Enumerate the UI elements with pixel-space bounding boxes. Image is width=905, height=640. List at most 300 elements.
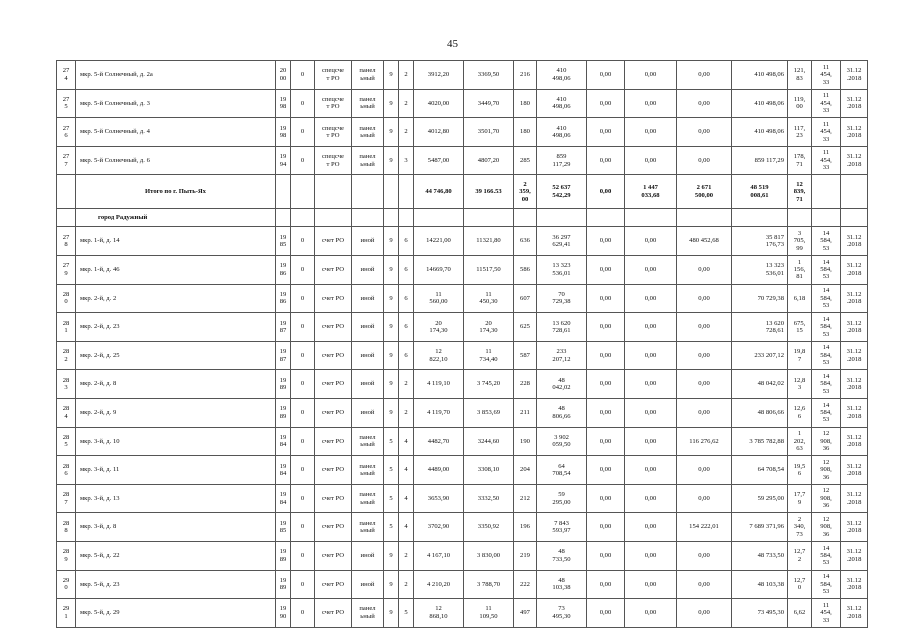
- completion-date-cell: 31.12 .2018: [841, 456, 868, 485]
- entrances-cell: 2: [399, 118, 414, 147]
- total-label: Итого по г. Пыть-Ях: [76, 175, 276, 209]
- wall-material-cell: панел ьный: [352, 61, 384, 90]
- wall-material-cell: иной: [352, 541, 384, 570]
- wall-material-cell: иной: [352, 341, 384, 370]
- living-area-cell: 3449,70: [464, 89, 514, 118]
- fund-local-cell: 0,00: [677, 370, 732, 399]
- total-area-cell: 4 210,20: [414, 570, 464, 599]
- fund-method-cell: счет РО: [315, 484, 352, 513]
- completion-date-cell: 31.12 .2018: [841, 570, 868, 599]
- fund-local-cell: 0,00: [677, 541, 732, 570]
- floors-cell: 9: [384, 313, 399, 342]
- total-empty-cell: [812, 175, 841, 209]
- row-number-cell: 27 8: [57, 227, 76, 256]
- decommission-year-cell: 0: [291, 398, 315, 427]
- fund-local-cell: 0,00: [677, 341, 732, 370]
- fund-federal-cell: 0,00: [587, 89, 625, 118]
- fund-method-cell: спецсче т РО: [315, 146, 352, 175]
- address-cell: мкр. 2-й, д. 9: [76, 398, 276, 427]
- fund-local-cell: 0,00: [677, 255, 732, 284]
- fund-local-cell: 0,00: [677, 313, 732, 342]
- fund-federal-cell: 0,00: [587, 513, 625, 542]
- living-area-cell: 11 109,50: [464, 599, 514, 628]
- build-year-cell: 19 87: [276, 313, 291, 342]
- wall-material-cell: панел ьный: [352, 456, 384, 485]
- cost-total-cell: 233 207,12: [537, 341, 587, 370]
- row-number-cell: 28 1: [57, 313, 76, 342]
- completion-date-cell: 31.12 .2018: [841, 61, 868, 90]
- completion-date-cell: 31.12 .2018: [841, 484, 868, 513]
- fund-federal-cell: 0,00: [587, 255, 625, 284]
- living-area-cell: 11321,80: [464, 227, 514, 256]
- total-cost: 52 637 542,29: [537, 175, 587, 209]
- build-year-cell: 19 84: [276, 456, 291, 485]
- city-empty-cell: [841, 209, 868, 227]
- residents-cell: 212: [514, 484, 537, 513]
- total-empty-cell: [841, 175, 868, 209]
- fund-method-cell: спецсче т РО: [315, 118, 352, 147]
- fund-regional-cell: 0,00: [625, 146, 677, 175]
- build-year-cell: 19 98: [276, 118, 291, 147]
- decommission-year-cell: 0: [291, 513, 315, 542]
- decommission-year-cell: 0: [291, 89, 315, 118]
- fund-regional-cell: 0,00: [625, 570, 677, 599]
- address-cell: мкр. 5-й Солнечный, д. 2а: [76, 61, 276, 90]
- residents-cell: 180: [514, 118, 537, 147]
- address-cell: мкр. 5-й Солнечный, д. 3: [76, 89, 276, 118]
- unit-cost-cell: 12,8 3: [788, 370, 812, 399]
- fund-owners-cell: 859 117,29: [732, 146, 788, 175]
- fund-method-cell: счет РО: [315, 227, 352, 256]
- entrances-cell: 6: [399, 227, 414, 256]
- cost-total-cell: 48 733,50: [537, 541, 587, 570]
- total-fund-federal: 0,00: [587, 175, 625, 209]
- housing-register-table: [56, 60, 868, 628]
- cost-total-cell: 59 295,00: [537, 484, 587, 513]
- table-row: [57, 341, 868, 370]
- total-area-cell: 20 174,30: [414, 313, 464, 342]
- living-area-cell: 3244,60: [464, 427, 514, 456]
- max-unit-cost-cell: 14 584, 53: [812, 398, 841, 427]
- table-row: [57, 313, 868, 342]
- city-empty-cell: [352, 209, 384, 227]
- entrances-cell: 4: [399, 456, 414, 485]
- cost-total-cell: 73 495,30: [537, 599, 587, 628]
- residents-cell: 587: [514, 341, 537, 370]
- floors-cell: 9: [384, 341, 399, 370]
- fund-owners-cell: 233 207,12: [732, 341, 788, 370]
- total-fund-owners: 48 519 008,61: [732, 175, 788, 209]
- fund-local-cell: 0,00: [677, 118, 732, 147]
- unit-cost-cell: 1 156, 81: [788, 255, 812, 284]
- fund-federal-cell: 0,00: [587, 370, 625, 399]
- completion-date-cell: 31.12 .2018: [841, 118, 868, 147]
- unit-cost-cell: 19,8 7: [788, 341, 812, 370]
- residents-cell: 586: [514, 255, 537, 284]
- entrances-cell: 4: [399, 427, 414, 456]
- residents-cell: 180: [514, 89, 537, 118]
- fund-regional-cell: 0,00: [625, 284, 677, 313]
- total-empty-cell: [384, 175, 399, 209]
- cost-total-cell: 7 843 593,97: [537, 513, 587, 542]
- max-unit-cost-cell: 12 908, 36: [812, 513, 841, 542]
- table-row: [57, 456, 868, 485]
- fund-federal-cell: 0,00: [587, 484, 625, 513]
- floors-cell: 5: [384, 456, 399, 485]
- unit-cost-cell: 3 705, 99: [788, 227, 812, 256]
- floors-cell: 9: [384, 370, 399, 399]
- total-area-cell: 4012,80: [414, 118, 464, 147]
- residents-cell: 211: [514, 398, 537, 427]
- unit-cost-cell: 12,7 2: [788, 541, 812, 570]
- fund-local-cell: 154 222,01: [677, 513, 732, 542]
- entrances-cell: 6: [399, 284, 414, 313]
- completion-date-cell: 31.12 .2018: [841, 370, 868, 399]
- completion-date-cell: 31.12 .2018: [841, 255, 868, 284]
- address-cell: мкр. 2-й, д. 25: [76, 341, 276, 370]
- city-empty-cell: [291, 209, 315, 227]
- row-number-cell: 28 7: [57, 484, 76, 513]
- cost-total-cell: 410 498,06: [537, 61, 587, 90]
- city-header-row: [57, 209, 868, 227]
- build-year-cell: 19 98: [276, 89, 291, 118]
- living-area-cell: 11 734,40: [464, 341, 514, 370]
- fund-owners-cell: 410 498,06: [732, 61, 788, 90]
- address-cell: мкр. 1-й, д. 14: [76, 227, 276, 256]
- total-empty-cell: [399, 175, 414, 209]
- total-area-cell: 3702,90: [414, 513, 464, 542]
- completion-date-cell: 31.12 .2018: [841, 599, 868, 628]
- fund-owners-cell: 64 708,54: [732, 456, 788, 485]
- floors-cell: 5: [384, 484, 399, 513]
- fund-local-cell: 480 452,68: [677, 227, 732, 256]
- city-empty-cell: [625, 209, 677, 227]
- table-row: [57, 255, 868, 284]
- floors-cell: 9: [384, 255, 399, 284]
- entrances-cell: 5: [399, 599, 414, 628]
- decommission-year-cell: 0: [291, 227, 315, 256]
- completion-date-cell: 31.12 .2018: [841, 227, 868, 256]
- table-row: [57, 513, 868, 542]
- wall-material-cell: иной: [352, 370, 384, 399]
- living-area-cell: 3501,70: [464, 118, 514, 147]
- table-row: [57, 61, 868, 90]
- decommission-year-cell: 0: [291, 284, 315, 313]
- completion-date-cell: 31.12 .2018: [841, 313, 868, 342]
- entrances-cell: 2: [399, 541, 414, 570]
- fund-regional-cell: 0,00: [625, 118, 677, 147]
- decommission-year-cell: 0: [291, 484, 315, 513]
- unit-cost-cell: 12,7 0: [788, 570, 812, 599]
- completion-date-cell: 31.12 .2018: [841, 541, 868, 570]
- row-number-cell: 27 7: [57, 146, 76, 175]
- table-row: [57, 484, 868, 513]
- max-unit-cost-cell: 14 584, 53: [812, 570, 841, 599]
- table-row: [57, 599, 868, 628]
- table-row: [57, 284, 868, 313]
- address-cell: мкр. 3-й, д. 13: [76, 484, 276, 513]
- unit-cost-cell: 19,5 6: [788, 456, 812, 485]
- fund-method-cell: счет РО: [315, 341, 352, 370]
- table-row: [57, 427, 868, 456]
- residents-cell: 607: [514, 284, 537, 313]
- address-cell: мкр. 5-й Солнечный, д. 6: [76, 146, 276, 175]
- total-fund-local: 2 671 500,00: [677, 175, 732, 209]
- fund-owners-cell: 73 495,30: [732, 599, 788, 628]
- unit-cost-cell: 6,18: [788, 284, 812, 313]
- city-empty-cell: [537, 209, 587, 227]
- entrances-cell: 4: [399, 513, 414, 542]
- entrances-cell: 3: [399, 146, 414, 175]
- row-number-cell: 28 3: [57, 370, 76, 399]
- floors-cell: 9: [384, 284, 399, 313]
- entrances-cell: 2: [399, 370, 414, 399]
- residents-cell: 190: [514, 427, 537, 456]
- completion-date-cell: 31.12 .2018: [841, 89, 868, 118]
- fund-method-cell: счет РО: [315, 513, 352, 542]
- city-name: город Радужный: [76, 209, 276, 227]
- cost-total-cell: 48 806,66: [537, 398, 587, 427]
- living-area-cell: 4807,20: [464, 146, 514, 175]
- row-number-cell: 28 2: [57, 341, 76, 370]
- fund-owners-cell: 13 620 728,61: [732, 313, 788, 342]
- table-row: [57, 227, 868, 256]
- unit-cost-cell: 6,62: [788, 599, 812, 628]
- floors-cell: 9: [384, 227, 399, 256]
- table-row: [57, 398, 868, 427]
- total-empty-cell: [291, 175, 315, 209]
- fund-method-cell: счет РО: [315, 398, 352, 427]
- table-row: [57, 370, 868, 399]
- fund-federal-cell: 0,00: [587, 313, 625, 342]
- address-cell: мкр. 5-й, д. 22: [76, 541, 276, 570]
- wall-material-cell: панел ьный: [352, 427, 384, 456]
- max-unit-cost-cell: 11 454, 33: [812, 118, 841, 147]
- floors-cell: 5: [384, 513, 399, 542]
- total-area-cell: 11 560,00: [414, 284, 464, 313]
- total-area-cell: 14669,70: [414, 255, 464, 284]
- fund-method-cell: счет РО: [315, 427, 352, 456]
- city-empty-cell: [57, 209, 76, 227]
- floors-cell: 9: [384, 61, 399, 90]
- fund-method-cell: счет РО: [315, 255, 352, 284]
- fund-owners-cell: 7 689 371,96: [732, 513, 788, 542]
- residents-cell: 625: [514, 313, 537, 342]
- total-area-cell: 4 167,10: [414, 541, 464, 570]
- city-empty-cell: [732, 209, 788, 227]
- cost-total-cell: 410 498,06: [537, 89, 587, 118]
- wall-material-cell: иной: [352, 255, 384, 284]
- floors-cell: 9: [384, 599, 399, 628]
- fund-regional-cell: 0,00: [625, 427, 677, 456]
- floors-cell: 5: [384, 427, 399, 456]
- total-unit-cost: 12 839, 71: [788, 175, 812, 209]
- entrances-cell: 2: [399, 89, 414, 118]
- total-area-cell: 3653,90: [414, 484, 464, 513]
- build-year-cell: 19 94: [276, 146, 291, 175]
- total-empty-cell: [315, 175, 352, 209]
- residents-cell: 636: [514, 227, 537, 256]
- max-unit-cost-cell: 12 908, 36: [812, 427, 841, 456]
- wall-material-cell: панел ьный: [352, 599, 384, 628]
- fund-local-cell: 0,00: [677, 456, 732, 485]
- fund-regional-cell: 0,00: [625, 255, 677, 284]
- table-row: [57, 541, 868, 570]
- floors-cell: 9: [384, 398, 399, 427]
- decommission-year-cell: 0: [291, 456, 315, 485]
- city-empty-cell: [514, 209, 537, 227]
- build-year-cell: 19 89: [276, 541, 291, 570]
- completion-date-cell: 31.12 .2018: [841, 427, 868, 456]
- cost-total-cell: 70 729,38: [537, 284, 587, 313]
- total-area-cell: 4 119,70: [414, 398, 464, 427]
- completion-date-cell: 31.12 .2018: [841, 284, 868, 313]
- total-empty-cell: [57, 175, 76, 209]
- row-number-cell: 28 9: [57, 541, 76, 570]
- max-unit-cost-cell: 14 584, 53: [812, 541, 841, 570]
- living-area-cell: 3308,10: [464, 456, 514, 485]
- wall-material-cell: иной: [352, 227, 384, 256]
- unit-cost-cell: 119, 00: [788, 89, 812, 118]
- decommission-year-cell: 0: [291, 570, 315, 599]
- fund-regional-cell: 0,00: [625, 61, 677, 90]
- wall-material-cell: панел ьный: [352, 513, 384, 542]
- fund-owners-cell: 35 817 176,73: [732, 227, 788, 256]
- entrances-cell: 6: [399, 341, 414, 370]
- wall-material-cell: иной: [352, 398, 384, 427]
- total-area: 44 746,80: [414, 175, 464, 209]
- fund-method-cell: счет РО: [315, 313, 352, 342]
- row-number-cell: 28 4: [57, 398, 76, 427]
- max-unit-cost-cell: 14 584, 53: [812, 341, 841, 370]
- cost-total-cell: 13 620 728,61: [537, 313, 587, 342]
- total-row: [57, 175, 868, 209]
- build-year-cell: 19 89: [276, 398, 291, 427]
- table-body-pyt-yakh: [57, 61, 868, 175]
- wall-material-cell: панел ьный: [352, 484, 384, 513]
- total-area-cell: 4482,70: [414, 427, 464, 456]
- unit-cost-cell: 2 340, 73: [788, 513, 812, 542]
- max-unit-cost-cell: 12 908, 36: [812, 484, 841, 513]
- unit-cost-cell: 117, 23: [788, 118, 812, 147]
- row-number-cell: 27 4: [57, 61, 76, 90]
- total-empty-cell: [276, 175, 291, 209]
- unit-cost-cell: 675, 15: [788, 313, 812, 342]
- residents-cell: 497: [514, 599, 537, 628]
- build-year-cell: 20 00: [276, 61, 291, 90]
- max-unit-cost-cell: 14 584, 53: [812, 284, 841, 313]
- total-area-cell: 12 822,10: [414, 341, 464, 370]
- total-area-cell: 12 868,10: [414, 599, 464, 628]
- living-area-cell: 3350,92: [464, 513, 514, 542]
- cost-total-cell: 48 103,38: [537, 570, 587, 599]
- city-empty-cell: [399, 209, 414, 227]
- table-row: [57, 570, 868, 599]
- entrances-cell: 6: [399, 255, 414, 284]
- max-unit-cost-cell: 11 454, 33: [812, 146, 841, 175]
- fund-regional-cell: 0,00: [625, 313, 677, 342]
- total-area-cell: 4020,00: [414, 89, 464, 118]
- residents-cell: 216: [514, 61, 537, 90]
- total-area-cell: 3912,20: [414, 61, 464, 90]
- living-area-cell: 11517,50: [464, 255, 514, 284]
- address-cell: мкр. 3-й, д. 8: [76, 513, 276, 542]
- city-empty-cell: [677, 209, 732, 227]
- row-number-cell: 27 6: [57, 118, 76, 147]
- total-area-cell: 4 119,10: [414, 370, 464, 399]
- city-empty-cell: [788, 209, 812, 227]
- floors-cell: 9: [384, 118, 399, 147]
- residents-cell: 196: [514, 513, 537, 542]
- build-year-cell: 19 84: [276, 427, 291, 456]
- build-year-cell: 19 86: [276, 284, 291, 313]
- fund-method-cell: счет РО: [315, 570, 352, 599]
- total-area-cell: 5487,00: [414, 146, 464, 175]
- address-cell: мкр. 5-й, д. 23: [76, 570, 276, 599]
- wall-material-cell: панел ьный: [352, 146, 384, 175]
- wall-material-cell: панел ьный: [352, 118, 384, 147]
- fund-federal-cell: 0,00: [587, 118, 625, 147]
- completion-date-cell: 31.12 .2018: [841, 341, 868, 370]
- living-area-cell: 3 745,20: [464, 370, 514, 399]
- residents-cell: 222: [514, 570, 537, 599]
- address-cell: мкр. 1-й, д. 46: [76, 255, 276, 284]
- fund-federal-cell: 0,00: [587, 284, 625, 313]
- fund-federal-cell: 0,00: [587, 541, 625, 570]
- decommission-year-cell: 0: [291, 599, 315, 628]
- living-area-cell: 11 450,30: [464, 284, 514, 313]
- fund-owners-cell: 410 498,06: [732, 89, 788, 118]
- city-empty-cell: [414, 209, 464, 227]
- fund-owners-cell: 70 729,38: [732, 284, 788, 313]
- completion-date-cell: 31.12 .2018: [841, 513, 868, 542]
- entrances-cell: 6: [399, 313, 414, 342]
- fund-owners-cell: 13 323 536,01: [732, 255, 788, 284]
- fund-owners-cell: 48 733,50: [732, 541, 788, 570]
- fund-owners-cell: 48 103,38: [732, 570, 788, 599]
- city-empty-cell: [464, 209, 514, 227]
- fund-federal-cell: 0,00: [587, 427, 625, 456]
- row-number-cell: 29 0: [57, 570, 76, 599]
- fund-regional-cell: 0,00: [625, 599, 677, 628]
- row-number-cell: 28 5: [57, 427, 76, 456]
- fund-federal-cell: 0,00: [587, 570, 625, 599]
- fund-local-cell: 0,00: [677, 570, 732, 599]
- fund-local-cell: 0,00: [677, 484, 732, 513]
- decommission-year-cell: 0: [291, 313, 315, 342]
- living-area-cell: 3369,50: [464, 61, 514, 90]
- decommission-year-cell: 0: [291, 255, 315, 284]
- fund-method-cell: счет РО: [315, 284, 352, 313]
- fund-local-cell: 0,00: [677, 89, 732, 118]
- cost-total-cell: 3 902 059,50: [537, 427, 587, 456]
- max-unit-cost-cell: 12 908, 36: [812, 456, 841, 485]
- row-number-cell: 27 9: [57, 255, 76, 284]
- address-cell: мкр. 2-й, д. 23: [76, 313, 276, 342]
- fund-method-cell: счет РО: [315, 541, 352, 570]
- fund-owners-cell: 48 042,02: [732, 370, 788, 399]
- fund-federal-cell: 0,00: [587, 599, 625, 628]
- city-empty-cell: [276, 209, 291, 227]
- fund-federal-cell: 0,00: [587, 341, 625, 370]
- fund-regional-cell: 0,00: [625, 484, 677, 513]
- living-area-cell: 3332,50: [464, 484, 514, 513]
- fund-method-cell: спецсче т РО: [315, 61, 352, 90]
- decommission-year-cell: 0: [291, 146, 315, 175]
- fund-method-cell: счет РО: [315, 370, 352, 399]
- max-unit-cost-cell: 14 584, 53: [812, 255, 841, 284]
- address-cell: мкр. 3-й, д. 11: [76, 456, 276, 485]
